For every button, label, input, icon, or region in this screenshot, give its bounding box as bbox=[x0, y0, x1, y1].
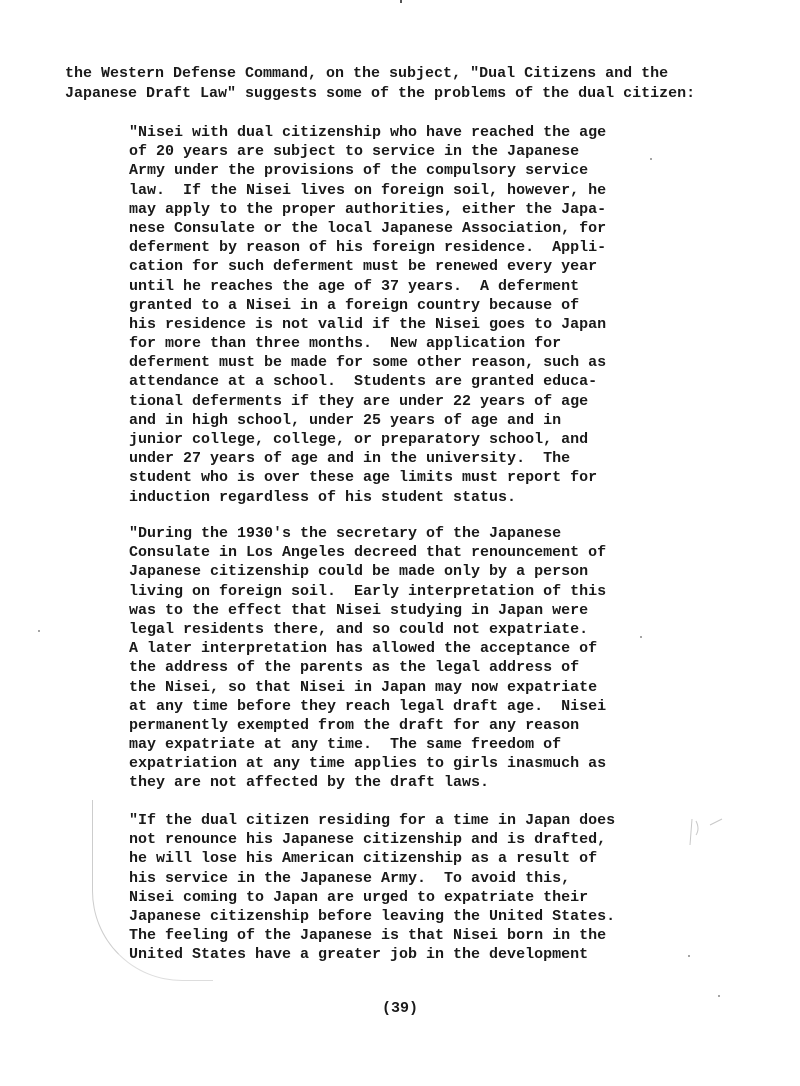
text-line: the Western Defense Command, on the subject, "Dual Citizens and the bbox=[65, 65, 669, 82]
text-line: Japanese citizenship before leaving the United States. bbox=[129, 907, 616, 925]
text-line: under 27 years of age and in the university. The bbox=[129, 450, 571, 468]
text-line: was to the effect that Nisei studying in Japan were bbox=[129, 601, 589, 619]
text-line: nese Consulate or the local Japanese Association, for bbox=[129, 219, 607, 237]
scan-artifact-mark bbox=[688, 815, 728, 855]
quote-paragraph-3 bbox=[129, 811, 769, 965]
text-line: he will lose his American citizenship as a result of bbox=[129, 850, 598, 868]
text-line: permanently exempted from the draft for any reason bbox=[129, 716, 580, 734]
text-line: for more than three months. New application for bbox=[129, 335, 562, 353]
text-line: and in high school, under 25 years of age and in bbox=[129, 411, 562, 429]
text-line: cation for such deferment must be renewed every year bbox=[129, 258, 598, 276]
text-line: until he reaches the age of 37 years. A deferment bbox=[129, 277, 580, 295]
text-line: induction regardless of his student status. bbox=[129, 488, 517, 506]
text-line: attendance at a school. Students are granted educa- bbox=[129, 373, 598, 391]
text-line: his service in the Japanese Army. To avoid this, bbox=[129, 869, 571, 887]
text-line: living on foreign soil. Early interpretation of this bbox=[129, 582, 607, 600]
text-line: granted to a Nisei in a foreign country because of bbox=[129, 296, 580, 314]
text-line: his residence is not valid if the Nisei goes to Japan bbox=[129, 315, 607, 333]
quote-paragraph-2 bbox=[129, 524, 769, 793]
text-line: may expatriate at any time. The same freedom of bbox=[129, 736, 562, 754]
text-line: Consulate in Los Angeles decreed that renouncement of bbox=[129, 544, 607, 562]
scan-mark bbox=[400, 0, 402, 3]
intro-paragraph bbox=[65, 64, 765, 103]
scan-speck bbox=[38, 630, 40, 632]
text-line: "During the 1930's the secretary of the Japanese bbox=[129, 525, 562, 542]
text-line: law. If the Nisei lives on foreign soil, however, he bbox=[129, 181, 607, 199]
scan-speck bbox=[640, 636, 642, 638]
text-line: "If the dual citizen residing for a time in Japan does bbox=[129, 812, 616, 829]
text-line: Japanese citizenship could be made only by a person bbox=[129, 563, 589, 581]
scan-speck bbox=[650, 158, 652, 160]
text-line: they are not affected by the draft laws. bbox=[129, 774, 490, 792]
text-line: Army under the provisions of the compulsory service bbox=[129, 162, 589, 180]
text-line: at any time before they reach legal draft age. Nisei bbox=[129, 697, 607, 715]
text-line: the address of the parents as the legal address of bbox=[129, 659, 580, 677]
text-line: not renounce his Japanese citizenship and is drafted, bbox=[129, 831, 607, 849]
text-line: student who is over these age limits must report for bbox=[129, 469, 598, 487]
text-line: United States have a greater job in the development bbox=[129, 946, 589, 964]
text-line: The feeling of the Japanese is that Nisei born in the bbox=[129, 927, 607, 945]
text-line: expatriation at any time applies to girls inasmuch as bbox=[129, 755, 607, 773]
text-line: junior college, college, or preparatory school, and bbox=[129, 431, 589, 448]
text-line: Nisei coming to Japan are urged to expatriate their bbox=[129, 888, 589, 906]
text-line: "Nisei with dual citizenship who have reached the age bbox=[129, 124, 607, 141]
text-line: deferment must be made for some other reason, such as bbox=[129, 354, 607, 372]
text-line: may apply to the proper authorities, either the Japa- bbox=[129, 200, 607, 218]
page-number: (39) bbox=[381, 1000, 418, 1017]
text-line: deferment by reason of his foreign residence. Appli- bbox=[129, 239, 607, 257]
text-line: Japanese Draft Law" suggests some of the problems of the dual citizen: bbox=[65, 84, 696, 102]
text-line: of 20 years are subject to service in the Japanese bbox=[129, 143, 580, 161]
scan-speck bbox=[688, 955, 690, 957]
text-line: the Nisei, so that Nisei in Japan may now expatriate bbox=[129, 678, 598, 696]
quote-paragraph-1 bbox=[129, 123, 769, 507]
text-line: tional deferments if they are under 22 years of age bbox=[129, 392, 589, 410]
scan-speck bbox=[718, 995, 720, 997]
scan-artifact-arc bbox=[92, 800, 213, 981]
text-line: legal residents there, and so could not expatriate. bbox=[129, 620, 589, 638]
text-line: A later interpretation has allowed the acceptance of bbox=[129, 640, 598, 658]
